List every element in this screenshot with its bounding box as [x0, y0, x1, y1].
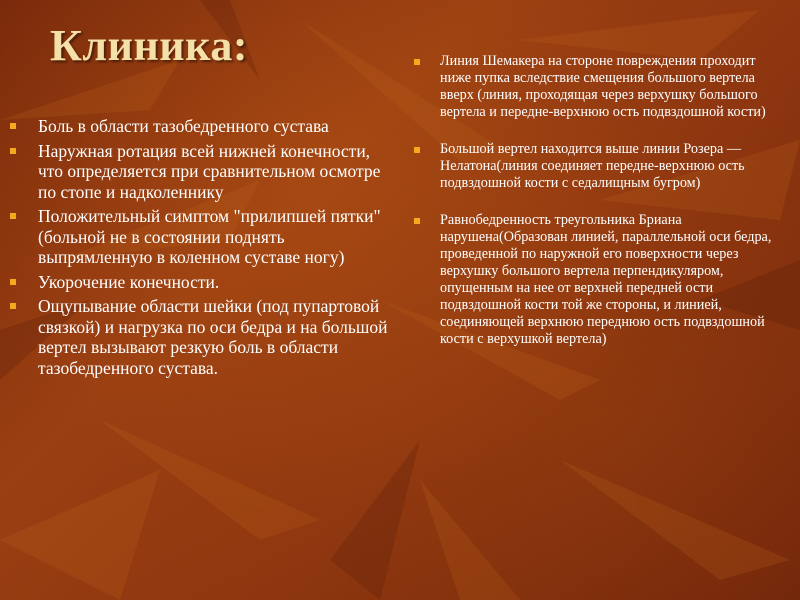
- bullet-icon: [414, 147, 420, 153]
- list-item-text: Положительный симптом "прилипшей пятки" (больной не в состоянии поднять выпрямленную в коленном суставе ногу): [38, 206, 381, 267]
- list-item: [10, 272, 390, 293]
- list-item: [412, 141, 784, 192]
- left-bullet-list: [10, 116, 390, 382]
- list-item-text: Равнобедренность треугольника Бриана нарушена(Образован линией, параллельной оси бедра, проведенной по наружной его поверхности через верхушку большого вертела перпендикуляром, опущенным на нее от верхней передней ости подвздошной кости той же стороны, и линией, соединяющей верхнюю переднюю ость подвздошной кости с верхушкой вертела): [440, 212, 772, 347]
- slide-title: Клиника:: [50, 21, 248, 70]
- bullet-icon: [10, 148, 16, 154]
- list-item: [10, 296, 390, 378]
- list-item: [10, 141, 390, 203]
- list-item-text: Боль в области тазобедренного сустава: [38, 116, 329, 136]
- list-item-text: Большой вертел находится выше линии Розера — Нелатона(линия соединяет передне-верхнюю ость подвздошной кости с седалищным бугром): [440, 141, 745, 191]
- bullet-icon: [10, 213, 16, 219]
- bullet-icon: [10, 279, 16, 285]
- bullet-icon: [414, 218, 420, 224]
- bullet-icon: [10, 303, 16, 309]
- bullet-icon: [10, 123, 16, 129]
- list-item: [412, 53, 784, 121]
- list-item: [10, 206, 390, 268]
- right-bullet-list: [412, 53, 784, 368]
- list-item-text: Укорочение конечности.: [38, 271, 220, 292]
- list-item: [412, 212, 784, 348]
- list-item: [10, 116, 390, 137]
- list-item-text: Наружная ротация всей нижней конечности, что определяется при сравнительном осмотре по стопе и надколеннику: [38, 140, 381, 202]
- list-item-text: Ощупывание области шейки (под пупартовой связкой) и нагрузка по оси бедра и на большой вертел вызывают резкую боль в области тазобедренного сустава.: [38, 296, 388, 378]
- bullet-icon: [414, 59, 420, 65]
- list-item-text: Линия Шемакера на стороне повреждения проходит ниже пупка вследствие смещения большого вертела вверх (линия, проходящая через верхушку большого вертела и передне-верхнюю ость подвздошной кости): [440, 53, 766, 120]
